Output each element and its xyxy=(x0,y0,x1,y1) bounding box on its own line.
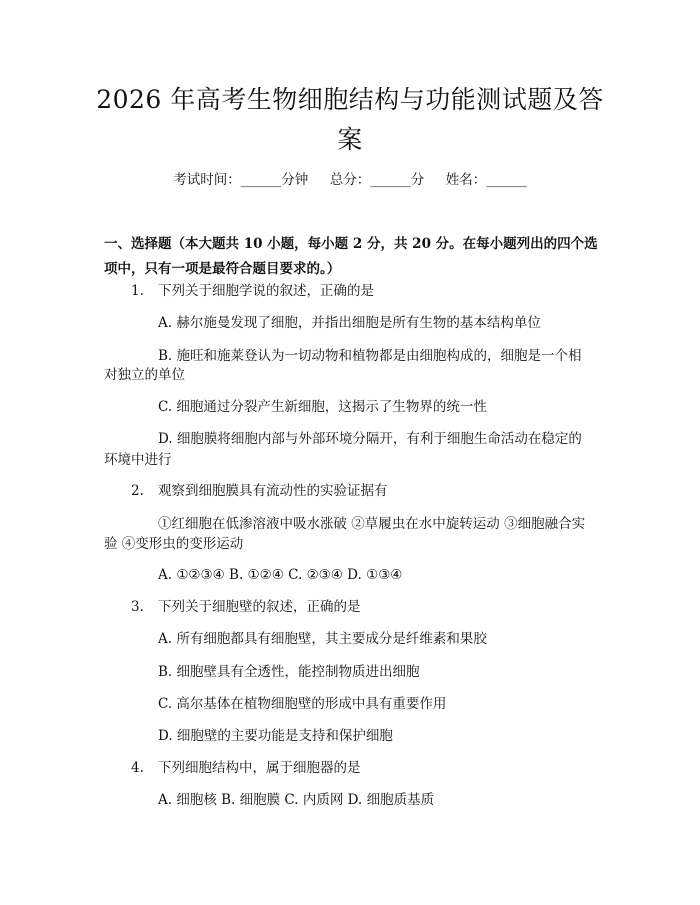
question-text: 观察到细胞膜具有流动性的实验证据有 xyxy=(158,483,388,499)
question-number: 1. xyxy=(131,283,144,299)
question-2-options: A. ①②③④ B. ①②④ C. ②③④ D. ①③④ xyxy=(158,567,403,583)
question-3-option-a: A. 所有细胞都具有细胞壁，其主要成分是纤维素和果胶 xyxy=(158,631,487,647)
question-1-stem xyxy=(131,280,374,302)
question-number: 3. xyxy=(131,599,144,615)
question-text: 下列关于细胞壁的叙述，正确的是 xyxy=(158,599,361,615)
question-1-option-b: B. 施旺和施莱登认为一切动物和植物都是由细胞构成的，细胞是一个相 xyxy=(158,348,582,364)
question-1-option-d: D. 细胞膜将细胞内部与外部环境分隔开，有利于细胞生命活动在稳定的 xyxy=(158,431,582,447)
title-line-1: 2026 年高考生物细胞结构与功能测试题及答 xyxy=(96,85,604,114)
question-4-stem xyxy=(131,757,361,779)
section-heading-line-2: 项中，只有一项是最符合题目要求的。） xyxy=(104,261,341,277)
question-3-option-d: D. 细胞壁的主要功能是支持和保护细胞 xyxy=(158,728,393,744)
question-3-option-b: B. 细胞壁具有全透性，能控制物质进出细胞 xyxy=(158,664,420,680)
question-2-items-cont: 验 ④变形虫的变形运动 xyxy=(104,536,244,552)
question-number: 4. xyxy=(131,760,144,776)
section-heading xyxy=(104,232,604,282)
exam-info: 考试时间：______分钟 总分：______分 姓名：______ xyxy=(173,172,527,188)
question-2-items: ①红细胞在低渗溶液中吸水涨破 ②草履虫在水中旋转运动 ③细胞融合实 xyxy=(158,516,586,532)
question-4-options: A. 细胞核 B. 细胞膜 C. 内质网 D. 细胞质基质 xyxy=(158,792,435,808)
section-heading-line-1: 一、选择题（本大题共 10 小题，每小题 2 分，共 20 分。在每小题列出的四个选 xyxy=(104,236,598,252)
question-2-stem xyxy=(131,480,388,502)
question-text: 下列关于细胞学说的叙述，正确的是 xyxy=(158,283,374,299)
question-1-option-b-cont: 对独立的单位 xyxy=(104,367,185,383)
question-1-option-c: C. 细胞通过分裂产生新细胞，这揭示了生物界的统一性 xyxy=(158,399,487,415)
question-3-stem xyxy=(131,596,361,618)
question-1-option-a: A. 赫尔施曼发现了细胞，并指出细胞是所有生物的基本结构单位 xyxy=(158,315,541,331)
question-3-option-c: C. 高尔基体在植物细胞壁的形成中具有重要作用 xyxy=(158,696,447,712)
title-line-2: 案 xyxy=(337,125,363,154)
question-number: 2. xyxy=(131,483,144,499)
document-title xyxy=(80,80,620,160)
question-text: 下列细胞结构中，属于细胞器的是 xyxy=(158,760,361,776)
question-1-option-d-cont: 环境中进行 xyxy=(104,452,172,468)
